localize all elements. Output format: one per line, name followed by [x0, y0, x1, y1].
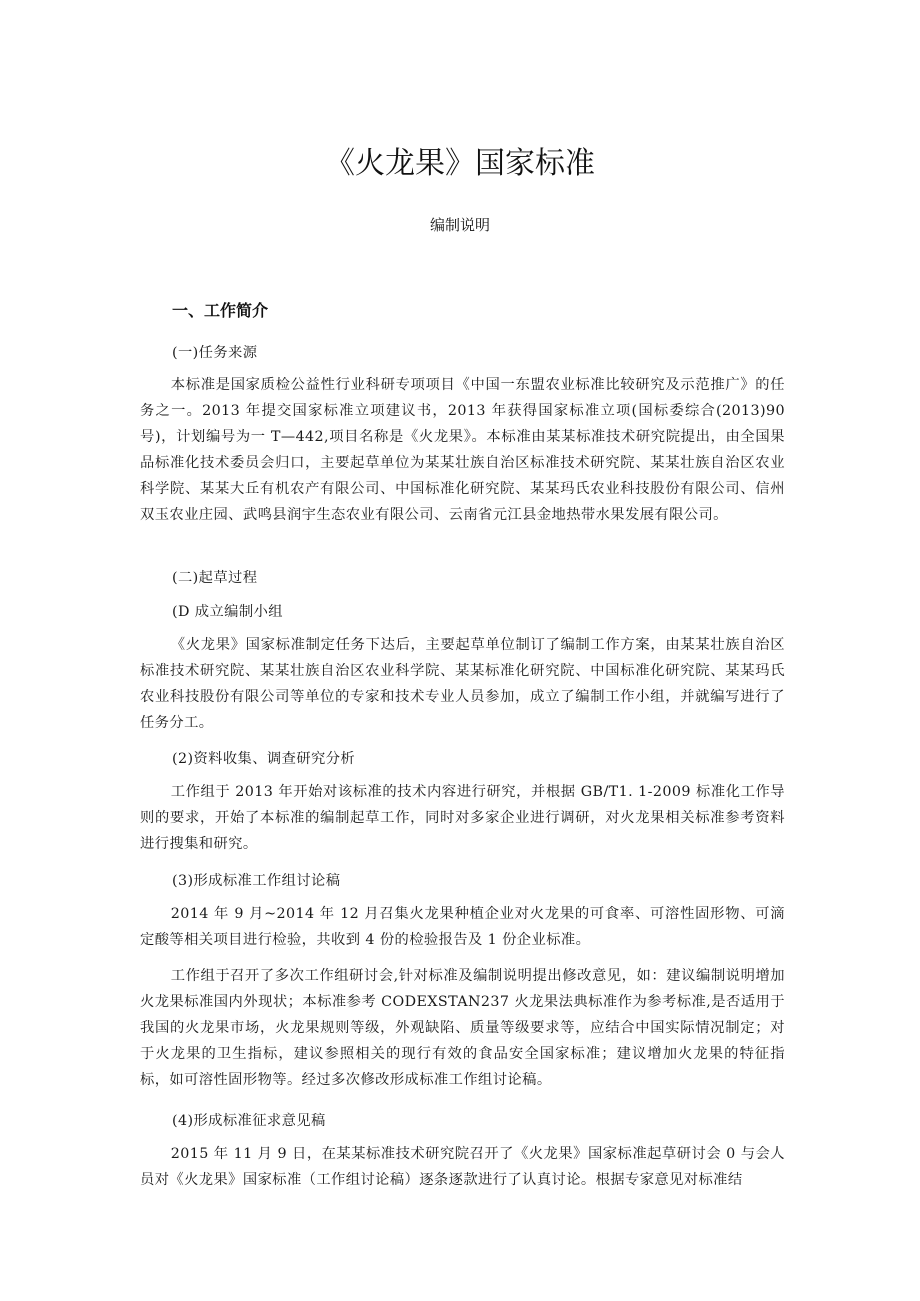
step-heading-form-group: (D 成立编制小组	[172, 604, 283, 620]
document-subtitle: 编制说明	[429, 216, 490, 234]
step-heading-consultation-draft: (4)形成标准征求意见稿	[172, 1113, 326, 1129]
paragraph-text: 《火龙果》国家标准制定任务下达后，主要起草单位制订了编制工作方案，由某某壮族自治区标准技术研究院、某某壮族自治区农业科学院、某某标准化研究院、中国标准化研究院、某某玛氏农业科技股份有限公司等单位的专家和技术专业人员参加，成立了编制工作小组，并就编写进行了任务分工。	[140, 637, 785, 731]
paragraph-text: 工作组于召开了多次工作组研讨会,针对标准及编制说明提出修改意见，如：建议编制说明增加火龙果标准国内外现状；本标准参考 CODEXSTAN237 火龙果法典标准作为参考标准,是否适用于我国的火龙果市场，火龙果规则等级，外观缺陷、质量等级要求等，应结合中国实际情况制定；对于火龙果的卫生指标，建议参照相关的现行有效的食品安全国家标准；建议增加火龙果的特征指标，如可溶性固形物等。经过多次修改形成标准工作组讨论稿。	[140, 968, 785, 1088]
paragraph-text: 2014 年 9 月~2014 年 12 月召集火龙果种植企业对火龙果的可食率、可溶性固形物、可滴定酸等相关项目进行检验，共收到 4 份的检验报告及 1 份企业标准。	[140, 906, 785, 948]
paragraph-working-draft-2	[140, 963, 785, 1093]
paragraph-text: 2015 年 11 月 9 日，在某某标准技术研究院召开了《火龙果》国家标准起草研讨会 0 与会人员对《火龙果》国家标准（工作组讨论稿）逐条逐款进行了认真讨论。根据专家意见对标准结	[140, 1146, 785, 1188]
subsection-heading-drafting-process: (二)起草过程	[172, 570, 258, 586]
subsection-heading-task-source: (一)任务来源	[172, 345, 258, 361]
document-title: 《火龙果》国家标准	[325, 146, 595, 181]
paragraph-consultation-draft	[140, 1141, 785, 1193]
paragraph-form-group	[140, 632, 785, 736]
paragraph-task-source	[140, 372, 785, 528]
paragraph-text: 工作组于 2013 年开始对该标准的技术内容进行研究，并根据 GB/T1. 1-2009 标准化工作导则的要求，开始了本标准的编制起草工作，同时对多家企业进行调研，对火龙果相关标准参考资料进行搜集和研究。	[140, 784, 785, 852]
paragraph-working-draft-1	[140, 901, 785, 953]
paragraph-text: 本标准是国家质检公益性行业科研专项项目《中国一东盟农业标准比较研究及示范推广》的任务之一。2013 年提交国家标准立项建议书，2013 年获得国家标准立项(国标委综合(2013)90 号)，计划编号为一 T—442,项目名称是《火龙果》。本标准由某某标准技术研究院提出，由全国果品标准化技术委员会归口，主要起草单位为某某壮族自治区标准技术研究院、某某壮族自治区农业科学院、某某大丘有机农产有限公司、中国标准化研究院、某某玛氏农业科技股份有限公司、信州双玉农业庄园、武鸣县润宇生态农业有限公司、云南省元江县金地热带水果发展有限公司。	[140, 377, 785, 523]
step-heading-data-collection: (2)资料收集、调查研究分析	[172, 751, 356, 767]
paragraph-data-collection	[140, 779, 785, 857]
section-heading-work-intro: 一、工作简介	[172, 301, 269, 320]
step-heading-working-draft: (3)形成标准工作组讨论稿	[172, 873, 341, 889]
